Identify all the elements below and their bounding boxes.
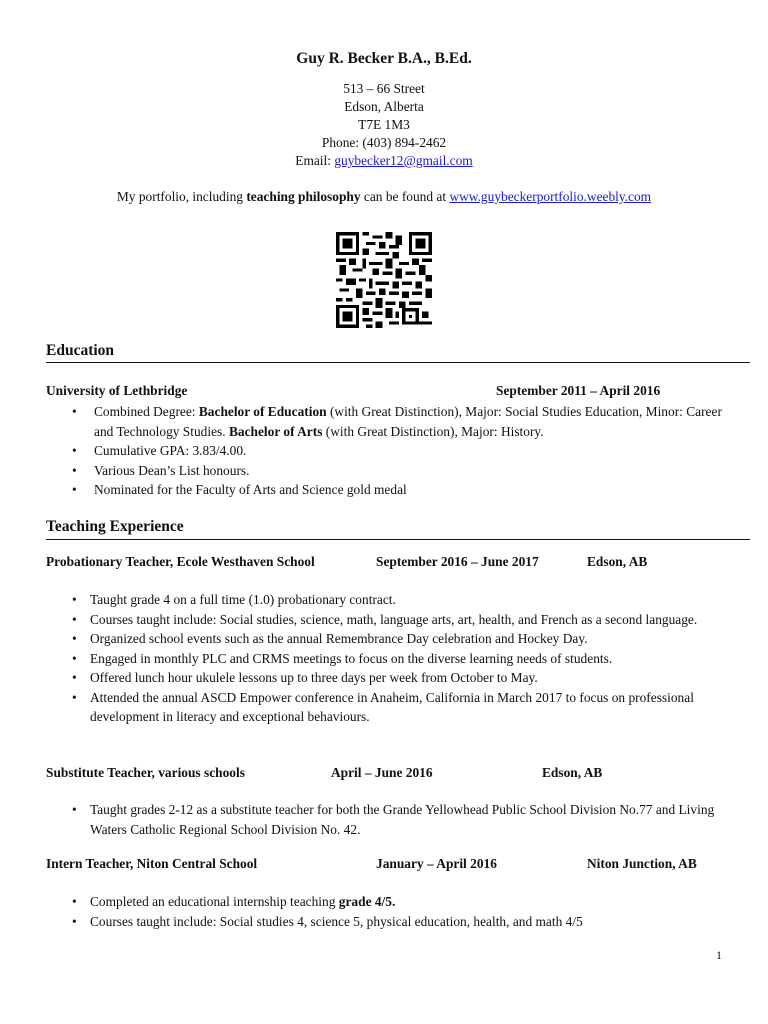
school-name: University of Lethbridge [46, 383, 188, 398]
list-item: • Courses taught include: Social studies, science, math, language arts, art, health, and French as a second language. [46, 610, 726, 630]
job-duties-list [46, 800, 726, 839]
job-role: Intern Teacher, Niton Central School [46, 856, 258, 871]
education-dates: September 2011 – April 2016 [496, 383, 661, 398]
job-role: Substitute Teacher, various schools [46, 765, 245, 780]
list-item: • Taught grade 4 on a full time (1.0) probationary contract. [46, 590, 726, 610]
degree-detail-2: (with Great Distinction), Major: History. [322, 423, 544, 439]
job-role: Probationary Teacher, Ecole Westhaven School [46, 554, 315, 569]
portfolio-link[interactable]: www.guybeckerportfolio.weebly.com [449, 189, 652, 204]
phone: Phone: (403) 894-2462 [321, 135, 447, 150]
education-heading: Education [46, 342, 115, 359]
list-item: • Nominated for the Faculty of Arts and Science gold medal [46, 480, 726, 500]
address-line-2: Edson, Alberta [344, 99, 424, 114]
list-item: • Engaged in monthly PLC and CRMS meetings to focus on the diverse learning needs of students. [46, 649, 726, 669]
postal-code: T7E 1M3 [358, 117, 410, 132]
qr-code-icon [336, 232, 432, 328]
portfolio-prefix: My portfolio, including [116, 189, 247, 204]
job-duties-list [46, 892, 726, 931]
degree-detail-1: (with Great Distinction), Major: Social Studies Education, Minor: Career and Technology Studies. [94, 404, 722, 439]
page-number: 1 [716, 948, 722, 962]
list-item: • Offered lunch hour ukulele lessons up to three days per week from October to May. [46, 668, 726, 688]
job-location: Edson, AB [542, 765, 603, 780]
portfolio-bold: teaching philosophy [246, 189, 361, 204]
list-item: • Cumulative GPA: 3.83/4.00. [46, 441, 726, 461]
degree-prefix: Combined Degree: [94, 404, 199, 419]
job-dates: January – April 2016 [376, 856, 497, 871]
email-line [0, 152, 768, 170]
job-dates: September 2016 – June 2017 [376, 554, 539, 569]
education-divider [46, 362, 750, 363]
degree-ba: Bachelor of Arts [228, 423, 323, 439]
portfolio-middle: can be found at [360, 189, 450, 204]
job-duties-list [46, 590, 726, 727]
list-item: • Taught grades 2-12 as a substitute teacher for both the Grande Yellowhead Public School Division No.77 and Living Waters Catholic Regional School Division No. 42. [46, 800, 726, 839]
list-item: • Organized school events such as the annual Remembrance Day celebration and Hockey Day. [46, 629, 726, 649]
job-dates: April – June 2016 [331, 765, 433, 780]
degree-bed: Bachelor of Education [198, 404, 327, 419]
education-list [46, 402, 726, 500]
list-item: • Courses taught include: Social studies 4, science 5, physical education, health, and math 4/5 [46, 912, 726, 932]
resume-name: Guy R. Becker B.A., B.Ed. [296, 50, 472, 67]
teaching-divider [46, 539, 750, 540]
list-item: • Attended the annual ASCD Empower conference in Anaheim, California in March 2017 to focus on professional development in literacy and exceptional behaviours. [46, 688, 726, 727]
list-item: • Various Dean’s List honours. [46, 461, 726, 481]
internship-text: Completed an educational internship teaching [90, 894, 339, 909]
portfolio-line [0, 188, 768, 206]
list-item [46, 402, 726, 441]
email-link[interactable]: guybecker12@gmail.com [334, 153, 473, 168]
job-location: Edson, AB [587, 554, 648, 569]
internship-grade: grade 4/5. [338, 894, 396, 909]
address-line-1: 513 – 66 Street [343, 81, 425, 96]
job-location: Niton Junction, AB [587, 856, 697, 871]
list-item [46, 892, 726, 912]
email-label: Email: [295, 153, 335, 168]
teaching-heading: Teaching Experience [46, 518, 184, 535]
